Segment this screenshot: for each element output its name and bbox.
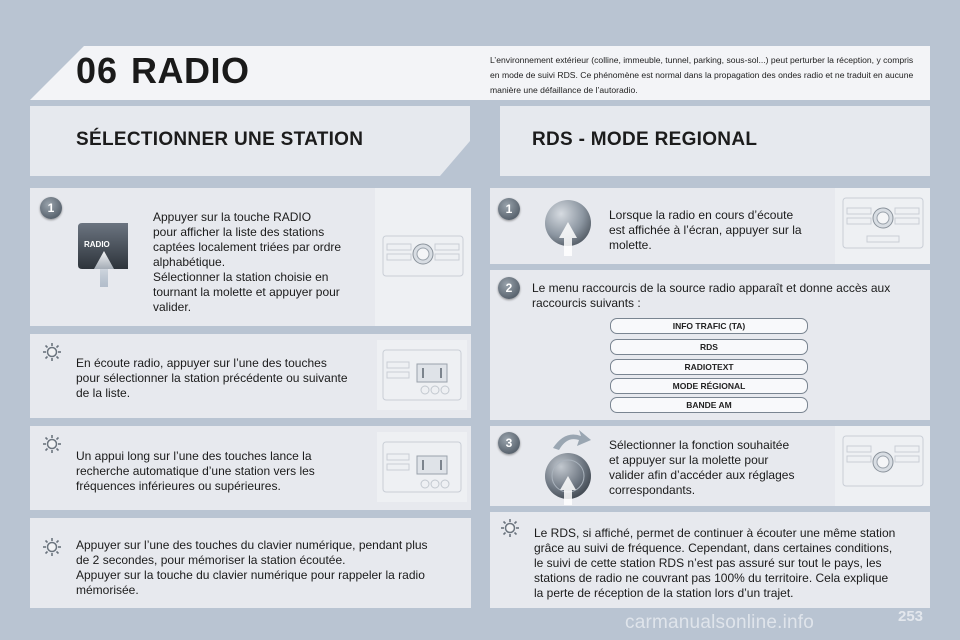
tip-sun-icon — [42, 342, 62, 362]
device-keys-illustration-1 — [377, 340, 467, 410]
menu-item-info-trafic[interactable]: INFO TRAFIC (TA) — [610, 318, 808, 334]
tip-sun-icon — [42, 537, 62, 557]
step-badge-3: 3 — [498, 432, 520, 454]
menu-item-bande-am[interactable]: BANDE AM — [610, 397, 808, 413]
left-tip1-text: En écoute radio, appuyer sur l’une des touches pour sélectionner la station précédente ou suivante de la liste. — [76, 356, 348, 400]
menu-item-rds[interactable]: RDS — [610, 339, 808, 355]
radio-button-label: RADIO — [84, 240, 110, 249]
right-step2-text: Le menu raccourcis de la source radio apparaît et donne accès aux raccourcis suivants : — [532, 281, 891, 310]
watermark: carmanualsonline.info — [625, 612, 815, 633]
left-step1-text: Appuyer sur la touche RADIO pour afficher la liste des stations captées localement triées par ordre alphabétique. Sélectionner la station choisie en tournant la molette et appuyer pour valider. — [153, 210, 342, 314]
left-tip3-text: Appuyer sur l’une des touches du clavier numérique, pendant plus de 2 secondes, pour mémoriser la station écoutée. Appuyer sur la touche du clavier numérique pour rappeler la radio mémorisée. — [76, 538, 428, 597]
chapter-title: RADIO — [131, 50, 250, 91]
menu-item-mode-regional[interactable]: MODE RÉGIONAL — [610, 378, 808, 394]
rotary-knob-turn-icon — [543, 426, 595, 506]
right-step1-text: Lorsque la radio en cours d’écoute est affichée à l’écran, appuyer sur la molette. — [609, 208, 802, 252]
step-badge-2: 2 — [498, 277, 520, 299]
section-title-right: RDS - MODE REGIONAL — [532, 129, 758, 150]
device-front-illustration-3 — [835, 426, 930, 506]
section-title-left: SÉLECTIONNER UNE STATION — [76, 129, 364, 150]
device-keys-illustration-2 — [377, 432, 467, 502]
rotary-knob-press-icon — [543, 198, 593, 260]
step-badge-1: 1 — [40, 197, 62, 219]
left-tip2-text: Un appui long sur l’une des touches lance la recherche automatique d’une station vers les fréquences inférieures ou supérieures. — [76, 449, 315, 493]
menu-item-radiotext[interactable]: RADIOTEXT — [610, 359, 808, 375]
page-number: 253 — [898, 608, 924, 625]
section-divider-gap — [470, 106, 500, 176]
tip-sun-icon — [42, 434, 62, 454]
device-front-illustration-1 — [375, 188, 471, 326]
step-badge-1: 1 — [498, 198, 520, 220]
right-step3-text: Sélectionner la fonction souhaitée et appuyer sur la molette pour valider afin d’accéder aux réglages correspondants. — [609, 438, 795, 497]
chapter-number: 06 — [76, 50, 119, 91]
tip-sun-icon — [500, 518, 520, 538]
device-front-illustration-2 — [835, 188, 930, 264]
right-tip-text: Le RDS, si affiché, permet de continuer à écouter une même station grâce au suivi de fréquence. Cependant, dans certaines conditions, le suivi de cette station RDS n’est pas assuré sur tout le pays, les stations de radio ne couvrant pas 100% du territoire. Cela explique la perte de réception de la station lors d’un trajet. — [534, 526, 896, 600]
radio-button-illustration — [78, 223, 128, 269]
reception-notice: L’environnement extérieur (colline, immeuble, tunnel, parking, sous-sol...) peut perturber la réception, y compris en mode de suivi RDS. Ce phénomène est normal dans la propagation des ondes radio et ne traduit en aucune manière une défaillance de l’autoradio. — [490, 55, 914, 95]
